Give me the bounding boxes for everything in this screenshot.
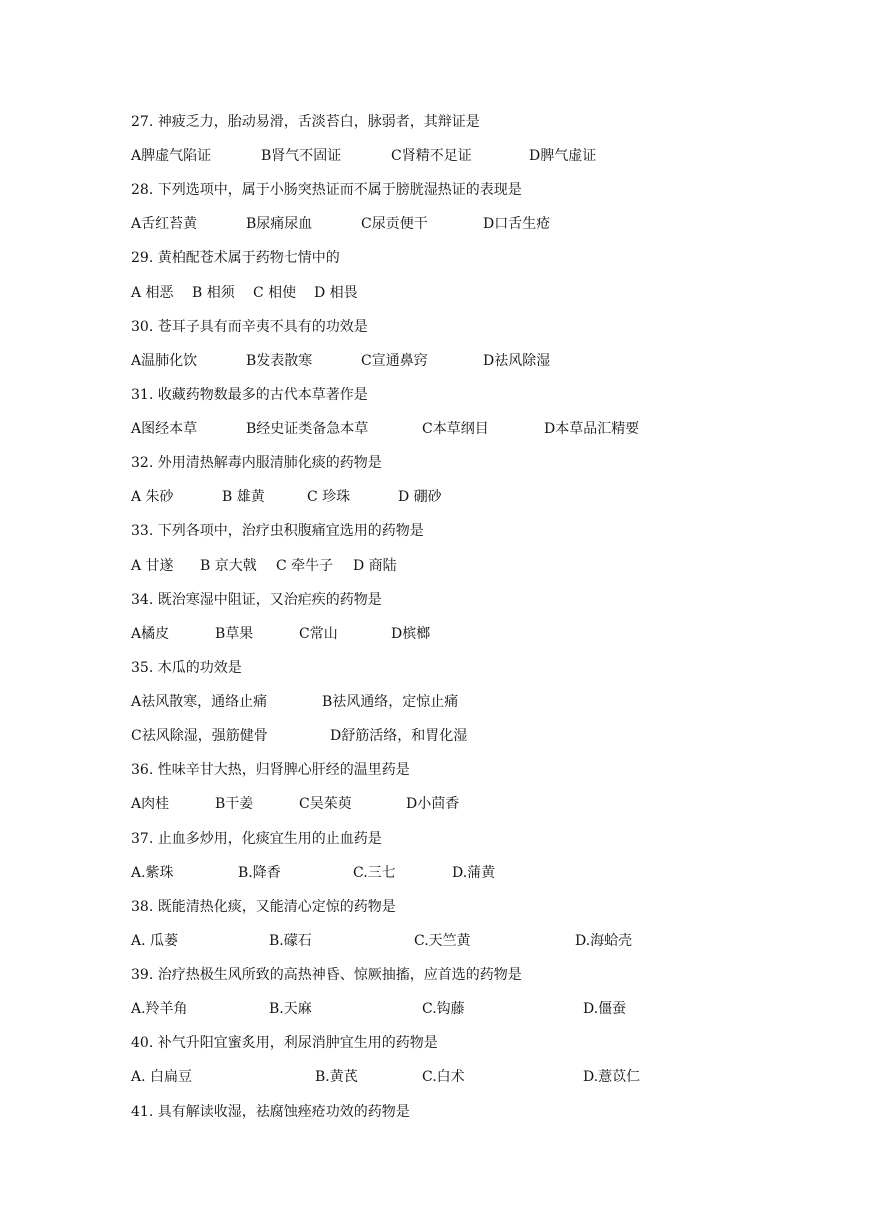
question-stem: 41. 具有解读收湿，祛腐蚀痤疮功效的药物是 xyxy=(131,1104,410,1120)
option-d: D 相畏 xyxy=(314,285,358,301)
question-stem: 27. 神疲乏力，胎动易滑，舌淡苔白，脉弱者，其辩证是 xyxy=(131,114,480,130)
question-stem: 33. 下列各项中，治疗虫积腹痛宜选用的药物是 xyxy=(131,523,424,539)
option-d: D.僵蚕 xyxy=(583,1001,627,1017)
option-b: B发表散寒 xyxy=(246,353,313,369)
option-a: A温肺化饮 xyxy=(131,353,198,369)
option-a: A 相恶 xyxy=(131,285,174,301)
option-c: C.天竺黄 xyxy=(414,933,471,949)
option-d: D槟榔 xyxy=(391,626,431,642)
question-stem: 40. 补气升阳宜蜜炙用，利尿消肿宜生用的药物是 xyxy=(131,1035,438,1051)
option-a: A舌红苔黄 xyxy=(131,216,198,232)
option-c: C宣通鼻窍 xyxy=(361,353,428,369)
option-b: B.天麻 xyxy=(269,1001,312,1017)
option-b: B 相须 xyxy=(192,285,235,301)
question-stem: 39. 治疗热极生风所致的高热神昏、惊厥抽搐，应首选的药物是 xyxy=(131,967,522,983)
question-stem: 38. 既能清热化痰，又能清心定惊的药物是 xyxy=(131,899,396,915)
option-d: D.薏苡仁 xyxy=(583,1069,641,1085)
option-b: B.降香 xyxy=(238,865,281,881)
option-d: D本草品汇精要 xyxy=(544,421,640,437)
option-a: A.紫珠 xyxy=(131,865,174,881)
option-a: A. 白扁豆 xyxy=(131,1069,193,1085)
question-stem: 28. 下列选项中，属于小肠突热证而不属于膀胱湿热证的表现是 xyxy=(131,182,522,198)
question-stem: 30. 苍耳子具有而辛夷不具有的功效是 xyxy=(131,319,368,335)
option-c: C.白术 xyxy=(422,1069,465,1085)
option-d: D祛风除湿 xyxy=(483,353,551,369)
option-b: B肾气不固证 xyxy=(261,148,342,164)
option-d: D 商陆 xyxy=(353,558,397,574)
option-a: A图经本草 xyxy=(131,421,198,437)
question-stem: 32. 外用清热解毒内服清肺化痰的药物是 xyxy=(131,455,382,471)
option-a: A脾虚气陷证 xyxy=(131,148,212,164)
option-b: B.礞石 xyxy=(269,933,312,949)
option-c: C 珍珠 xyxy=(307,489,351,505)
option-c: C 相使 xyxy=(253,285,297,301)
option-c: C肾精不足证 xyxy=(391,148,472,164)
option-b: B尿痛尿血 xyxy=(246,216,313,232)
option-a: A橘皮 xyxy=(131,626,170,642)
option-b: B 京大戟 xyxy=(200,558,257,574)
option-b: B草果 xyxy=(215,626,254,642)
question-stem: 35. 木瓜的功效是 xyxy=(131,660,242,676)
option-c: C祛风除湿，强筋健骨 xyxy=(131,728,268,744)
option-d: D舒筋活络，和胃化湿 xyxy=(330,728,468,744)
option-c: C 牵牛子 xyxy=(276,558,334,574)
option-b: B.黄芪 xyxy=(315,1069,358,1085)
option-c: C尿贡便干 xyxy=(361,216,428,232)
option-b: B经史证类备急本草 xyxy=(246,421,369,437)
option-a: A.羚羊角 xyxy=(131,1001,188,1017)
option-c: C常山 xyxy=(299,626,338,642)
option-d: D脾气虚证 xyxy=(529,148,597,164)
option-d: D小茴香 xyxy=(406,796,460,812)
question-stem: 31. 收藏药物数最多的古代本草著作是 xyxy=(131,387,368,403)
option-b: B干姜 xyxy=(215,796,254,812)
option-c: C.钩藤 xyxy=(422,1001,465,1017)
option-a: A祛风散寒，通络止痛 xyxy=(131,694,268,710)
question-stem: 29. 黄柏配苍术属于药物七情中的 xyxy=(131,250,340,266)
option-c: C吴茱萸 xyxy=(299,796,352,812)
option-a: A. 瓜蒌 xyxy=(131,933,179,949)
question-stem: 36. 性味辛甘大热，归肾脾心肝经的温里药是 xyxy=(131,762,410,778)
option-d: D.海蛤壳 xyxy=(575,933,633,949)
option-d: D 硼砂 xyxy=(398,489,442,505)
option-c: C本草纲目 xyxy=(422,421,489,437)
option-b: B 雄黄 xyxy=(222,489,265,505)
option-c: C.三七 xyxy=(353,865,396,881)
option-d: D.蒲黄 xyxy=(452,865,496,881)
option-a: A肉桂 xyxy=(131,796,170,812)
option-b: B祛风通络，定惊止痛 xyxy=(322,694,459,710)
option-d: D口舌生疮 xyxy=(483,216,551,232)
option-a: A 甘遂 xyxy=(131,558,174,574)
question-stem: 34. 既治寒湿中阻证，又治疟疾的药物是 xyxy=(131,592,382,608)
question-stem: 37. 止血多炒用，化痰宜生用的止血药是 xyxy=(131,831,382,847)
option-a: A 朱砂 xyxy=(131,489,174,505)
